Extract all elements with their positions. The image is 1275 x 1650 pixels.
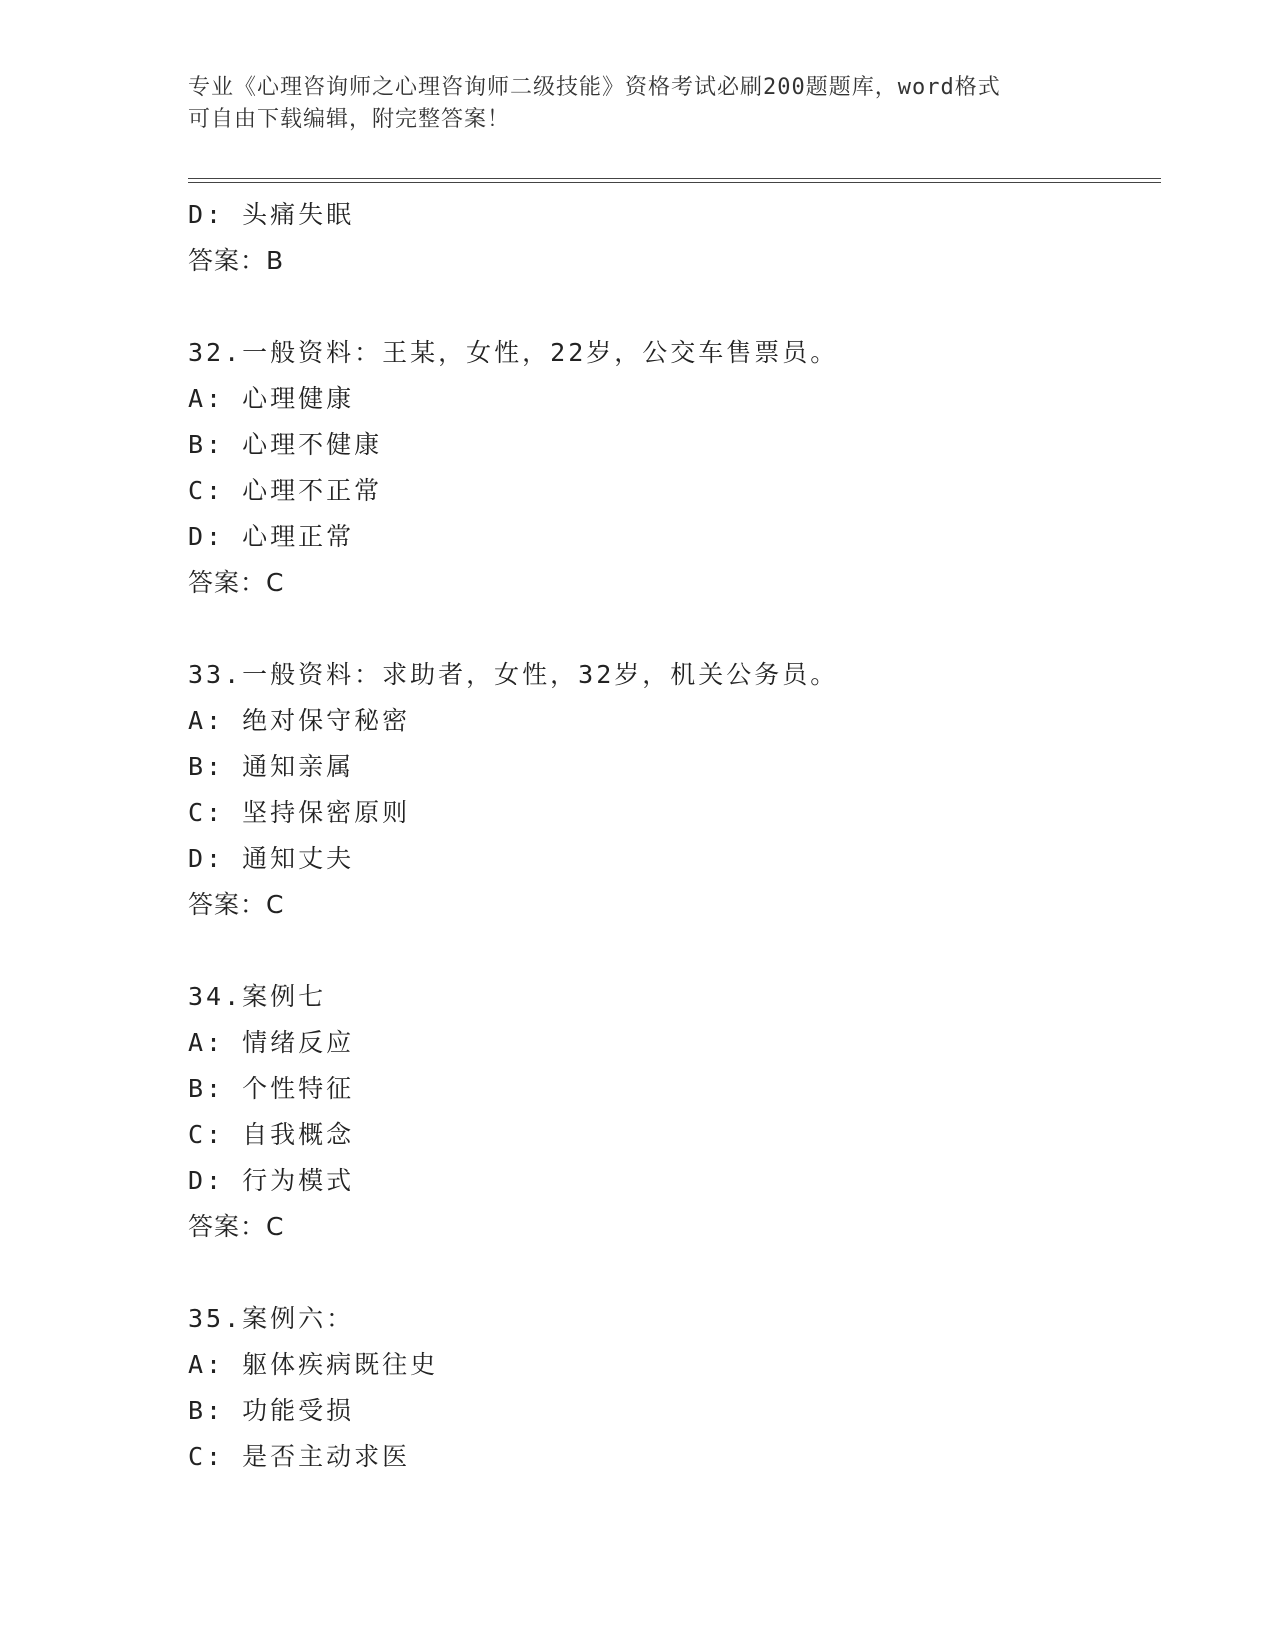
header-title-line2: 可自由下载编辑，附完整答案！ — [188, 107, 511, 132]
option-d: D: 头痛失眠 — [188, 200, 355, 229]
header-title-line1: 专业《心理咨询师之心理咨询师二级技能》资格考试必刷200题题库，word格式 — [188, 75, 1001, 100]
question-stem: 35.案例六： — [188, 1304, 355, 1333]
spacer — [188, 1250, 1161, 1296]
document-header — [188, 72, 1088, 136]
option-b: B: 心理不健康 — [188, 430, 383, 459]
question-32 — [188, 330, 1161, 606]
option-b: B: 个性特征 — [188, 1074, 355, 1103]
answer-line: 答案：B — [188, 246, 285, 275]
answer-line: 答案：C — [188, 1212, 285, 1241]
spacer — [188, 928, 1161, 974]
header-divider-top — [188, 178, 1161, 179]
option-d: D: 心理正常 — [188, 522, 355, 551]
option-d: D: 通知丈夫 — [188, 844, 355, 873]
question-stem: 33.一般资料：求助者，女性，32岁，机关公务员。 — [188, 660, 839, 689]
header-divider-bottom — [188, 182, 1161, 183]
answer-line: 答案：C — [188, 568, 285, 597]
option-c: C: 自我概念 — [188, 1120, 355, 1149]
question-35 — [188, 1296, 1161, 1480]
option-b: B: 功能受损 — [188, 1396, 355, 1425]
option-c: C: 坚持保密原则 — [188, 798, 411, 827]
spacer — [188, 284, 1161, 330]
option-a: A: 情绪反应 — [188, 1028, 355, 1057]
question-34 — [188, 974, 1161, 1250]
option-b: B: 通知亲属 — [188, 752, 355, 781]
option-c: C: 心理不正常 — [188, 476, 383, 505]
spacer — [188, 606, 1161, 652]
question-stem: 32.一般资料：王某，女性，22岁，公交车售票员。 — [188, 338, 839, 367]
option-a: A: 躯体疾病既往史 — [188, 1350, 439, 1379]
option-d: D: 行为模式 — [188, 1166, 355, 1195]
option-a: A: 绝对保守秘密 — [188, 706, 411, 735]
option-c: C: 是否主动求医 — [188, 1442, 411, 1471]
question-list — [188, 192, 1161, 1480]
answer-line: 答案：C — [188, 890, 285, 919]
option-a: A: 心理健康 — [188, 384, 355, 413]
question-33 — [188, 652, 1161, 928]
question-stem: 34.案例七 — [188, 982, 327, 1011]
